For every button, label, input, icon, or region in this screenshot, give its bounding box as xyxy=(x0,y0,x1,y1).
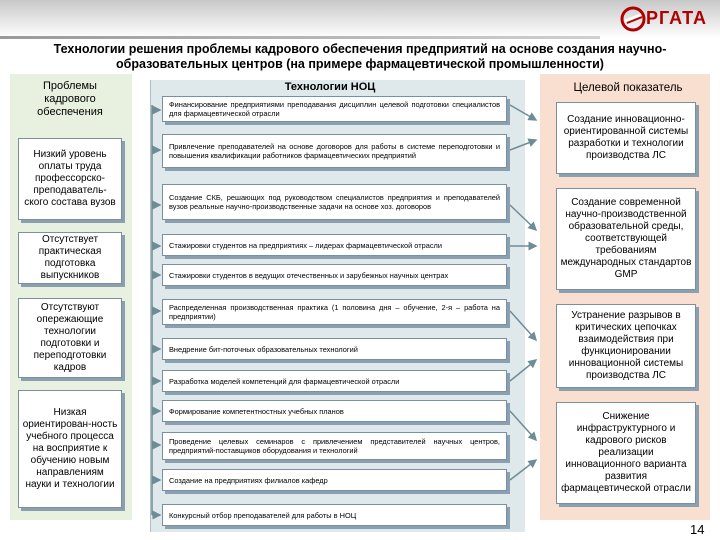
technology-box: Конкурсный отбор преподавателей для работы в НОЦ xyxy=(162,504,507,526)
page-title: Технологии решения проблемы кадрового обеспечения предприятий на основе создания научно-образовательных центров (на примере фармацевтической промышленности) xyxy=(53,42,667,71)
arrow xyxy=(510,411,536,440)
technologies-heading: Технологии НОЦ xyxy=(284,81,376,93)
goal-box: Устранение разрывов в критических цепочках взаимодействия при функционировании инновационной системы производства ЛС xyxy=(556,304,696,388)
problem-box: Отсутствуют опережающие технологии подготовки и переподготовки кадров xyxy=(18,298,122,378)
technology-box: Формирование компетентностных учебных планов xyxy=(162,400,507,422)
goals-heading: Целевой показатель xyxy=(573,82,683,94)
arrow xyxy=(510,360,536,381)
technology-box: Стажировки студентов в ведущих отечественных и зарубежных научных центрах xyxy=(162,264,507,286)
problem-box: Низкий уровень оплаты труда профессорско-преподаватель-ского состава вузов xyxy=(18,138,122,220)
logo-text: РГАТА xyxy=(646,8,708,28)
technology-box: Проведение целевых семинаров с привлечением представителей научных центров, предприятий-поставщиков оборудования и технологий xyxy=(162,432,507,460)
technology-box: Привлечение преподавателей на основе договоров для работы в системе переподготовки и повышения квалификации работников фармацевтических предприятий xyxy=(162,134,507,168)
technology-box: Распределенная производственная практика (1 половина дня – обучение, 2-я – работа на предприятии) xyxy=(162,299,507,325)
technology-box: Внедрение бит-поточных образовательных технологий xyxy=(162,338,507,360)
technology-box: Создание на предприятиях филиалов кафедр xyxy=(162,469,507,491)
problems-heading: Проблемы кадрового обеспечения xyxy=(37,80,103,118)
arrow xyxy=(510,311,536,340)
goal-box: Создание инновационно-ориентированной системы разработки и технологии производства ЛС xyxy=(556,102,696,174)
arrow xyxy=(510,105,536,120)
page-number: 14 xyxy=(690,522,705,537)
problem-box: Низкая ориентирован-ность учебного процесса на восприятие к обучению новым направлениям науки и технологии xyxy=(18,390,122,508)
goal-box: Создание современной научно-производственной образовательной среды, соответствующей требованиям международных стандартов GMP xyxy=(556,188,696,290)
technology-box: Создание СКБ, решающих под руководством специалистов предприятия и преподавателей вузов реальные научно-производственные задачи на основе хоз. договоров xyxy=(162,184,507,220)
goal-box: Снижение инфраструктурного и кадрового рисков реализации инновационного варианта развития фармацевтической отрасли xyxy=(556,402,696,504)
problem-box: Отсутствует практическая подготовка выпускников xyxy=(18,232,122,284)
arrow xyxy=(510,205,536,230)
technology-box: Финансирование предприятиями преподавания дисциплин целевой подготовки специалистов для фармацевтической отрасли xyxy=(162,96,507,122)
arrow xyxy=(510,460,536,480)
technology-box: Разработка моделей компетенций для фармацевтической отрасли xyxy=(162,370,507,392)
arrow xyxy=(510,140,536,150)
technology-box: Стажировки студентов на предприятиях – лидерах фармацевтической отрасли xyxy=(162,234,507,256)
